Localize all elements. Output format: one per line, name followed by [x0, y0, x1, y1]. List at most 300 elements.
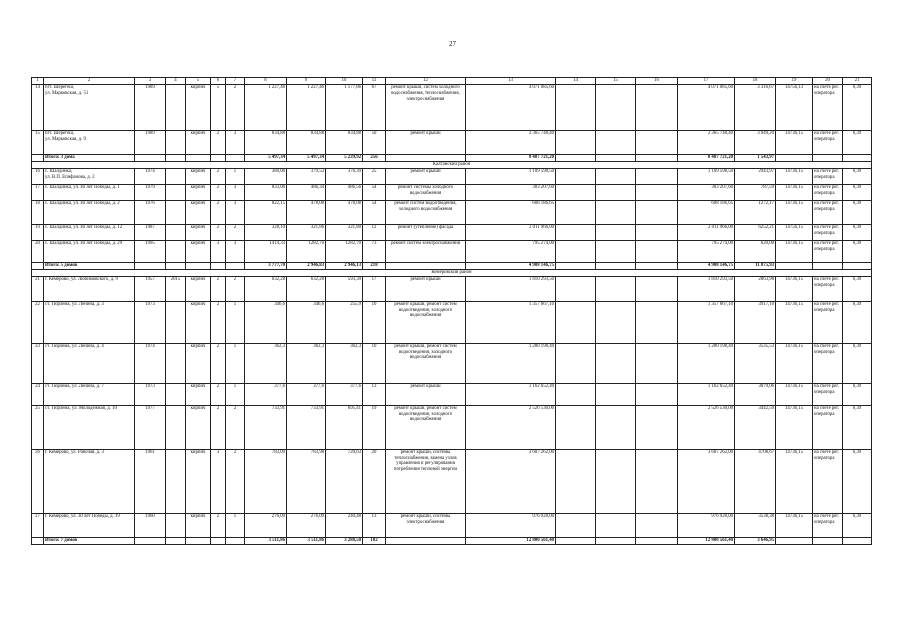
cell-col-14	[556, 405, 596, 449]
cell-col-1: 21	[32, 276, 44, 301]
cell-col-12: ремонт систем электроснабжения	[386, 240, 466, 262]
cell-col-20: на счете рег. оператора	[813, 513, 843, 537]
cell-col-7: 3	[226, 200, 245, 224]
cell-col-5: кирпич	[186, 224, 211, 240]
cell-col-21: 6,39	[843, 131, 872, 155]
table-row	[32, 513, 872, 537]
column-number-1: 1	[32, 78, 44, 85]
cell-col-13: 4 908 146,75	[466, 262, 556, 269]
cell-col-19: 14736,15	[776, 301, 813, 343]
cell-col-2: пгт. Шерегеш, ул. Марковская, д. 51	[44, 85, 135, 131]
cell-col-3: 1957	[135, 276, 166, 301]
cell-col-13: 4 071 085,60	[466, 85, 556, 131]
cell-col-7	[226, 262, 245, 269]
cell-col-20: на счете рег. оператора	[813, 405, 843, 449]
cell-col-5: кирпич	[186, 131, 211, 155]
cell-col-12: ремонт (утепление) фасада	[386, 224, 466, 240]
cell-col-6	[211, 537, 226, 544]
cell-col-10: 593,39	[326, 276, 363, 301]
subtotal-row	[32, 537, 872, 544]
cell-col-8: 328,10	[245, 224, 287, 240]
cell-col-8: 377,6	[245, 383, 287, 405]
table-row	[32, 131, 872, 155]
cell-col-5: кирпич	[186, 513, 211, 537]
cell-col-15	[596, 262, 636, 269]
cell-col-9: 3 511,86	[287, 537, 326, 544]
cell-col-14	[556, 383, 596, 405]
cell-col-15	[596, 343, 636, 383]
cell-col-19: 14736,15	[776, 184, 813, 200]
cell-col-17: 2 011 966,00	[678, 224, 735, 240]
cell-col-18: 2863,98	[735, 276, 776, 301]
cell-col-16	[636, 184, 678, 200]
cell-col-16	[636, 449, 678, 513]
cell-col-5: кирпич	[186, 449, 211, 513]
cell-col-8: 822,15	[245, 200, 287, 224]
cell-col-6: 2	[211, 343, 226, 383]
cell-col-10: 377,6	[326, 383, 363, 405]
cell-col-20: на счете рег. оператора	[813, 200, 843, 224]
table-row	[32, 85, 872, 131]
cell-col-10: 362,3	[326, 343, 363, 383]
cell-col-8: 783,09	[245, 449, 287, 513]
cell-col-2: ст. Тюрлема, ул. Молодежная, д. 10	[44, 405, 135, 449]
cell-col-8: 1414,33	[245, 240, 287, 262]
table-row	[32, 184, 872, 200]
column-number-4: 4	[166, 78, 186, 85]
cell-col-13: 12 800 561,40	[466, 537, 556, 544]
cell-col-20	[813, 262, 843, 269]
column-number-3: 3	[135, 78, 166, 85]
cell-col-17: 3 687 262,00	[678, 449, 735, 513]
cell-col-4	[166, 240, 186, 262]
table-row	[32, 276, 872, 301]
cell-col-14	[556, 276, 596, 301]
cell-col-6	[211, 155, 226, 162]
cell-col-19	[776, 262, 813, 269]
cell-col-12	[386, 537, 466, 544]
page-number: 27	[449, 40, 456, 48]
cell-col-5: кирпич	[186, 168, 211, 184]
cell-col-17: 4 908 146,75	[678, 262, 735, 269]
cell-col-17: 1 280 198,40	[678, 343, 735, 383]
cell-col-11: 67	[363, 85, 386, 131]
cell-col-6: 3	[211, 449, 226, 513]
cell-col-1	[32, 537, 44, 544]
cell-col-7: 1	[226, 513, 245, 537]
cell-col-16	[636, 383, 678, 405]
cell-col-1	[32, 262, 44, 269]
table-row	[32, 383, 872, 405]
cell-col-17: 1 109 598,50	[678, 168, 735, 184]
cell-col-6: 2	[211, 200, 226, 224]
cell-col-21: 6,39	[843, 405, 872, 449]
cell-col-9: 377,6	[287, 383, 326, 405]
section-title: Калтанский район	[32, 162, 872, 169]
cell-col-8: 733,91	[245, 405, 287, 449]
cell-col-13: 3 687 262,00	[466, 449, 556, 513]
cell-col-4: 2015	[166, 276, 186, 301]
cell-col-19: 14736,15	[776, 168, 813, 184]
cell-col-8: 834,88	[245, 131, 287, 155]
cell-col-10: 478,08	[326, 200, 363, 224]
cell-col-2: ст. Тюрлема, ул. Ленина, д. 3	[44, 301, 135, 343]
cell-col-3: 1989	[135, 131, 166, 155]
cell-col-4	[166, 537, 186, 544]
cell-col-18: 3 049,20	[735, 131, 776, 155]
cell-col-19	[776, 537, 813, 544]
cell-col-21: 6,39	[843, 200, 872, 224]
cell-col-6: 2	[211, 131, 226, 155]
cell-col-10: 695,41	[326, 405, 363, 449]
cell-col-11: 12	[363, 224, 386, 240]
cell-col-1: 18	[32, 200, 44, 224]
cell-col-2: с. Шалдинка, ул. 40 лет Победы, д. 2	[44, 200, 135, 224]
cell-col-8: 3 511,86	[245, 537, 287, 544]
cell-col-3	[135, 155, 166, 162]
cell-col-5: кирпич	[186, 184, 211, 200]
table-row	[32, 168, 872, 184]
cell-col-16	[636, 343, 678, 383]
table-row	[32, 240, 872, 262]
cell-col-1: 17	[32, 184, 44, 200]
cell-col-19: 14736,15	[776, 200, 813, 224]
cell-col-2: г. Кемерово, ул. Рабочая, д. 3	[44, 449, 135, 513]
cell-col-9: 1 227,46	[287, 85, 326, 131]
cell-col-15	[596, 449, 636, 513]
cell-col-4	[166, 200, 186, 224]
cell-col-9: 276,09	[287, 513, 326, 537]
cell-col-16	[636, 301, 678, 343]
cell-col-13: 795 274,00	[466, 240, 556, 262]
cell-col-3: 1989	[135, 85, 166, 131]
table-row	[32, 224, 872, 240]
cell-col-8: 380,06	[245, 168, 287, 184]
cell-col-8: 1 227,46	[245, 85, 287, 131]
cell-col-15	[596, 224, 636, 240]
cell-col-9: 379,53	[287, 168, 326, 184]
cell-col-12: ремонт крыши	[386, 383, 466, 405]
cell-col-2: ст. Тюрлема, ул. Ленина, д. 7	[44, 383, 135, 405]
cell-col-13: 1 810 293,50	[466, 276, 556, 301]
cell-col-1: 15	[32, 131, 44, 155]
cell-col-20: на счете рег. оператора	[813, 168, 843, 184]
section-header-row	[32, 162, 872, 169]
cell-col-14	[556, 262, 596, 269]
cell-col-21: 6,39	[843, 513, 872, 537]
cell-col-5: кирпич	[186, 200, 211, 224]
cell-col-4	[166, 184, 186, 200]
cell-col-15	[596, 168, 636, 184]
cell-col-11: 13	[363, 513, 386, 537]
cell-col-14	[556, 131, 596, 155]
cell-col-18: 3 316,67	[735, 85, 776, 131]
cell-col-9: 321,86	[287, 224, 326, 240]
cell-col-13: 1 357 667,10	[466, 301, 556, 343]
cell-col-10: 720,63	[326, 449, 363, 513]
cell-col-10: 1 177,86	[326, 85, 363, 131]
cell-col-1	[32, 155, 44, 162]
cell-col-7: 2	[226, 224, 245, 240]
cell-col-16	[636, 85, 678, 131]
cell-col-7	[226, 537, 245, 544]
cell-col-10: 486,56	[326, 184, 363, 200]
cell-col-5: кирпич	[186, 240, 211, 262]
cell-col-6: 2	[211, 184, 226, 200]
cell-col-10: 1282,70	[326, 240, 363, 262]
cell-col-9: 5 497,34	[287, 155, 326, 162]
column-number-18: 18	[735, 78, 776, 85]
table-row	[32, 343, 872, 383]
cell-col-6: 2	[211, 301, 226, 343]
cell-col-7: 2	[226, 405, 245, 449]
cell-col-18: 3535,53	[735, 343, 776, 383]
cell-col-2: г. Кемерово, ул. 30 лет Победы, д. 19	[44, 513, 135, 537]
table-row	[32, 301, 872, 343]
cell-col-11: 10	[363, 301, 386, 343]
cell-col-9: 1282,70	[287, 240, 326, 262]
cell-col-18: 3442,59	[735, 405, 776, 449]
cell-col-4	[166, 224, 186, 240]
cell-col-7: 3	[226, 131, 245, 155]
column-number-row	[32, 78, 872, 85]
cell-col-5: кирпич	[186, 85, 211, 131]
cell-col-11: 13	[363, 383, 386, 405]
column-number-7: 7	[226, 78, 245, 85]
cell-col-1: 26	[32, 449, 44, 513]
cell-col-20: на счете рег. оператора	[813, 224, 843, 240]
cell-col-12: ремонт системы холодного водоснабжения	[386, 184, 466, 200]
cell-col-20: на счете рег. оператора	[813, 301, 843, 343]
cell-col-16	[636, 155, 678, 162]
cell-col-13: 303 207,60	[466, 184, 556, 200]
cell-col-8: 632,28	[245, 276, 287, 301]
cell-col-18: 2943,97	[735, 168, 776, 184]
cell-col-1: 27	[32, 513, 44, 537]
cell-col-17: 1 357 667,10	[678, 301, 735, 343]
cell-col-3: 1976	[135, 200, 166, 224]
cell-col-9: 2 946,83	[287, 262, 326, 269]
cell-col-12: ремонт крыши	[386, 276, 466, 301]
cell-col-21	[843, 262, 872, 269]
cell-col-3: 1987	[135, 224, 166, 240]
table-row	[32, 449, 872, 513]
column-number-8: 8	[245, 78, 287, 85]
cell-col-13: 2 365 748,40	[466, 131, 556, 155]
cell-col-7: 1	[226, 301, 245, 343]
cell-col-17: 1 162 652,40	[678, 383, 735, 405]
cell-col-14	[556, 85, 596, 131]
cell-col-3	[135, 262, 166, 269]
table-body	[32, 78, 872, 545]
cell-col-18: 620,00	[735, 240, 776, 262]
cell-col-14	[556, 240, 596, 262]
cell-col-16	[636, 224, 678, 240]
cell-col-14	[556, 224, 596, 240]
cell-col-6: 2	[211, 405, 226, 449]
column-number-14: 14	[556, 78, 596, 85]
cell-col-7: 1	[226, 343, 245, 383]
cell-col-3: 1960	[135, 513, 166, 537]
cell-col-16	[636, 168, 678, 184]
cell-col-5	[186, 155, 211, 162]
cell-col-5: кирпич	[186, 383, 211, 405]
cell-col-12: ремонт крыши	[386, 168, 466, 184]
cell-col-17: 303 207,60	[678, 184, 735, 200]
cell-col-1: 23	[32, 343, 44, 383]
column-number-12: 12	[386, 78, 466, 85]
cell-col-11: 19	[363, 405, 386, 449]
cell-col-20: на счете рег. оператора	[813, 343, 843, 383]
cell-col-5	[186, 537, 211, 544]
cell-col-14	[556, 513, 596, 537]
cell-col-9: 478,08	[287, 200, 326, 224]
cell-col-10: 255,9	[326, 301, 363, 343]
cell-col-10: 240,48	[326, 513, 363, 537]
cell-col-3: 1979	[135, 184, 166, 200]
cell-col-3: 1974	[135, 168, 166, 184]
cell-col-12	[386, 262, 466, 269]
cell-col-20: на счете рег. оператора	[813, 184, 843, 200]
cell-col-10: 2 946,13	[326, 262, 363, 269]
cell-col-15	[596, 184, 636, 200]
cell-col-9: 733,91	[287, 405, 326, 449]
cell-col-1: 19	[32, 224, 44, 240]
cell-col-6: 2	[211, 383, 226, 405]
cell-col-19: 14756,15	[776, 224, 813, 240]
cell-col-15	[596, 200, 636, 224]
cell-col-16	[636, 200, 678, 224]
table-row	[32, 200, 872, 224]
cell-col-7: 3	[226, 240, 245, 262]
cell-col-20	[813, 155, 843, 162]
column-number-6: 6	[211, 78, 226, 85]
cell-col-18: 6252,21	[735, 224, 776, 240]
cell-col-16	[636, 537, 678, 544]
cell-col-7: 1	[226, 383, 245, 405]
column-number-19: 19	[776, 78, 813, 85]
cell-col-14	[556, 155, 596, 162]
cell-col-17: 608 186,65	[678, 200, 735, 224]
cell-col-18: 1272,17	[735, 200, 776, 224]
cell-col-14	[556, 184, 596, 200]
cell-col-16	[636, 131, 678, 155]
cell-col-2: с. Шалдинка, ул. 40 лет Победы, д. 1	[44, 184, 135, 200]
cell-col-20: на счете рег. оператора	[813, 449, 843, 513]
subtotal-row	[32, 262, 872, 269]
cell-col-3: 1973	[135, 383, 166, 405]
cell-col-10: 5 239,92	[326, 155, 363, 162]
cell-col-18: 787,59	[735, 184, 776, 200]
cell-col-6: 5	[211, 85, 226, 131]
cell-col-1: 24	[32, 383, 44, 405]
cell-col-11: 50	[363, 131, 386, 155]
cell-col-20: на счете рег. оператора	[813, 240, 843, 262]
cell-col-7	[226, 155, 245, 162]
cell-col-19: 14736,15	[776, 276, 813, 301]
cell-col-18: 3917,10	[735, 301, 776, 343]
cell-col-14	[556, 537, 596, 544]
cell-col-4	[166, 449, 186, 513]
cell-col-19: 14736,15	[776, 405, 813, 449]
cell-col-12: ремонт крыши, ремонт систем водоотведения, холодного водоснабжения	[386, 301, 466, 343]
cell-col-4	[166, 168, 186, 184]
cell-col-11: 73	[363, 240, 386, 262]
cell-col-19: 14756,13	[776, 85, 813, 131]
cell-col-15	[596, 131, 636, 155]
column-number-5: 5	[186, 78, 211, 85]
cell-col-12: ремонт крыши, систем холодного водоснабжения, теплоснабжения, электроснабжения	[386, 85, 466, 131]
cell-col-20: на счете рег. оператора	[813, 85, 843, 131]
column-number-13: 13	[466, 78, 556, 85]
cell-col-3: 1995	[135, 240, 166, 262]
cell-col-21: 6,39	[843, 301, 872, 343]
cell-col-15	[596, 85, 636, 131]
cell-col-13: 1 280 198,40	[466, 343, 556, 383]
cell-col-7: 3	[226, 184, 245, 200]
cell-col-4	[166, 343, 186, 383]
cell-col-17: 795 274,00	[678, 240, 735, 262]
cell-col-17: 2 526 530,00	[678, 405, 735, 449]
cell-col-16	[636, 276, 678, 301]
cell-col-17: 12 800 561,40	[678, 537, 735, 544]
cell-col-5	[186, 262, 211, 269]
cell-col-11: 20	[363, 449, 386, 513]
cell-col-12: ремонт систем водоотведения, холодного водоснабжения	[386, 200, 466, 224]
cell-col-17: 1 810 293,50	[678, 276, 735, 301]
cell-col-21: 6,39	[843, 383, 872, 405]
cell-col-9: 632,28	[287, 276, 326, 301]
cell-col-2: Итого: 3 дома	[44, 155, 135, 162]
cell-col-15	[596, 537, 636, 544]
cell-col-10: 3 288,50	[326, 537, 363, 544]
cell-col-1: 16	[32, 168, 44, 184]
cell-col-17: 2 365 748,40	[678, 131, 735, 155]
cell-col-9: 783,98	[287, 449, 326, 513]
column-number-9: 9	[287, 78, 326, 85]
cell-col-21	[843, 537, 872, 544]
cell-col-4	[166, 405, 186, 449]
cell-col-12: ремонт крыши, системы электроснабжения	[386, 513, 466, 537]
cell-col-19: 14736,15	[776, 383, 813, 405]
column-number-21: 21	[843, 78, 872, 85]
cell-col-18: 1 543,97	[735, 155, 776, 162]
cell-col-4	[166, 513, 186, 537]
cell-col-19: 14736,15	[776, 449, 813, 513]
cell-col-21: 6,39	[843, 184, 872, 200]
cell-col-21: 6,39	[843, 85, 872, 131]
cell-col-8: 3 777,70	[245, 262, 287, 269]
cell-col-9: 362,3	[287, 343, 326, 383]
cell-col-6: 2	[211, 224, 226, 240]
cell-col-17: 8 487 721,20	[678, 155, 735, 162]
cell-col-14	[556, 168, 596, 184]
cell-col-15	[596, 155, 636, 162]
cell-col-1: 22	[32, 301, 44, 343]
cell-col-20: на счете рег. оператора	[813, 276, 843, 301]
cell-col-19	[776, 155, 813, 162]
cell-col-21: 6,39	[843, 276, 872, 301]
table-row	[32, 405, 872, 449]
cell-col-11: 54	[363, 184, 386, 200]
cell-col-14	[556, 449, 596, 513]
cell-col-9: 486,34	[287, 184, 326, 200]
cell-col-10: 376,39	[326, 168, 363, 184]
cell-col-5: кирпич	[186, 343, 211, 383]
cell-col-14	[556, 301, 596, 343]
cell-col-10: 321,80	[326, 224, 363, 240]
cell-col-8: 5 497,34	[245, 155, 287, 162]
